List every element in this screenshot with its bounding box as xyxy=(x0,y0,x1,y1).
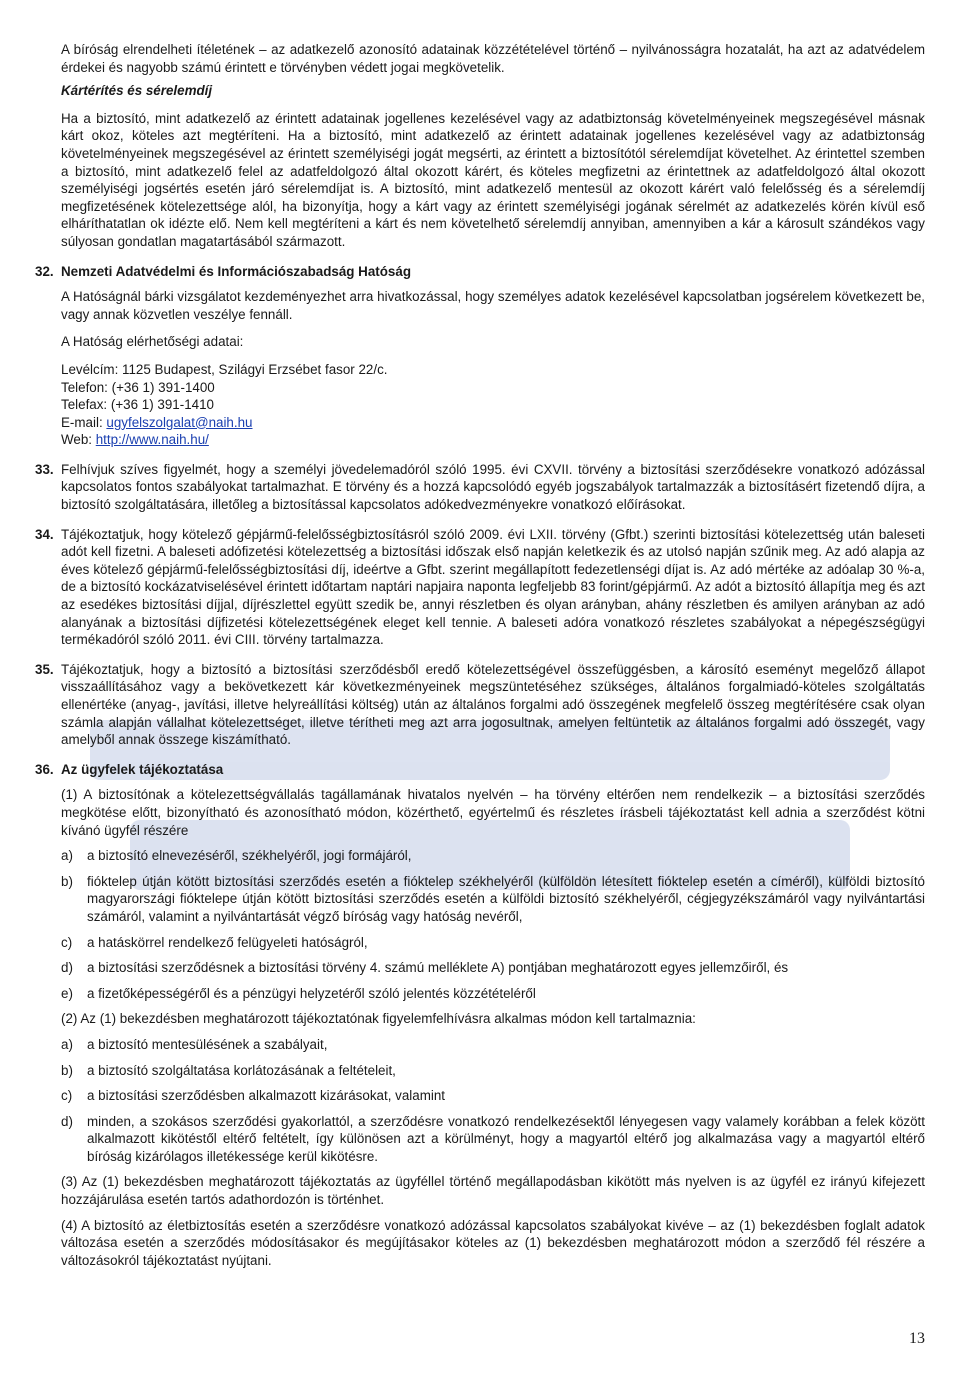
section-33-text: Felhívjuk szíves figyelmét, hogy a személyi jövedelemadóról szóló 1995. évi CXVII. törvény a biztosítási szerződésekre vonatkozó adózással kapcsolatos fontos szabályokat tartalmazhat. E törvény és a hozzá kapcsolódó egyéb jogszabályok tartalmazzák a biztosításért fizetendő díjra, a biztosító szolgáltatására, illetőleg a biztosítással kapcsolatos adókedvezményekre vonatkozó előírásokat. xyxy=(61,461,925,513)
section-34 xyxy=(35,526,925,649)
list-item: d) minden, a szokásos szerződési gyakorlattól, a szerződésre vonatkozó rendelkezésektől lényegesen vagy valamely korábban a felek között alkalmazott kikötéstől eltérő feltételt, így különösen azt a körülményt, hogy a magyartól eltérő jog alkalmazása vagy a magyartól eltérő bíróság kizárólagos illetékessége kerül kikötésre. xyxy=(61,1113,925,1164)
damages-heading: Kártérítés és sérelemdíj xyxy=(61,83,213,99)
section-32-number: 32. xyxy=(35,263,54,279)
intro-paragraph: A bíróság elrendelheti ítéletének – az adatkezelő azonosító adatainak közzétételével történő – nyilvánosságra hozatalát, ha azt az adatvédelem érdekei és nagyobb számú érintett e törvényben védett jogai megkövetelik. xyxy=(61,42,925,75)
contact-fax: Telefax: (+36 1) 391-1410 xyxy=(61,397,214,413)
list-1 xyxy=(61,847,925,1002)
section-32-heading: Nemzeti Adatvédelmi és Információszabadság Hatóság xyxy=(61,263,412,279)
email-label: E-mail: xyxy=(61,414,107,430)
list-item: c) a hatáskörrel rendelkező felügyeleti hatóságról, xyxy=(61,934,368,950)
section-36-p2: (2) Az (1) bekezdésben meghatározott tájékoztatónak figyelemfelhívásra alkalmas módon kell tartalmaznia: xyxy=(61,1011,696,1027)
section-36-p1: (1) A biztosítónak a kötelezettségvállalás tagállamának hivatalos nyelvén – ha törvény eltérően nem rendelkezik – a biztosítási szerződés megkötése előtt, bizonyítható és azonosítható módon, közérthető, egyértelmű és részletes írásbeli tájékoztatást kell adnia a szerződést kötni kívánó ügyfél részére xyxy=(61,787,925,838)
section-32 xyxy=(35,263,925,449)
section-34-number: 34. xyxy=(35,526,54,542)
section-36-number: 36. xyxy=(35,761,54,777)
section-32-paragraph: A Hatóságnál bárki vizsgálatot kezdeményezhet arra hivatkozással, hogy személyes adatok kezelésével kapcsolatban jogsérelem következett be, vagy annak közvetlen veszélye fennáll. xyxy=(61,289,925,322)
list-item: b) a biztosító szolgáltatása korlátozásának a feltételeit, xyxy=(61,1062,396,1078)
section-35-text: Tájékoztatjuk, hogy a biztosító a biztosítási szerződésből eredő kötelezettségével összefüggésben, a károsító eseményt megelőző állapot visszaállításához vagy a bekövetkezett kár következményeinek megszüntetéséhez szükséges, általános forgalmiadó-köteles szolgáltatás ellenértéke (anyag-, javítási, illetve helyreállítási költség) után az általános forgalmi adó összegének megfelelő összeg megtérítésére csak olyan számla alapján vállalhat kötelezettséget, illetve térítheti meg azt arra jogosultnak, amelyen feltüntetik az általános forgalmi adó összegét, vagy amelyből annak összege kiszámítható. xyxy=(61,661,925,748)
list-item: a) a biztosító elnevezéséről, székhelyéről, jogi formájáról, xyxy=(61,848,412,864)
contact-title: A Hatóság elérhetőségi adatai: xyxy=(61,334,244,350)
list-item: d) a biztosítási szerződésnek a biztosítási törvény 4. számú melléklete A) pontjában meghatározott egyes jellemzőiről, és xyxy=(61,960,789,976)
contact-address: Levélcím: 1125 Budapest, Szilágyi Erzsébet fasor 22/c. xyxy=(61,361,388,377)
section-36-heading: Az ügyfelek tájékoztatása xyxy=(61,761,224,777)
web-label: Web: xyxy=(61,432,96,448)
page-number: 13 xyxy=(909,1330,925,1347)
section-36-p3: (3) Az (1) bekezdésben meghatározott tájékoztatás az ügyféllel történő megállapodásban kikötött más nyelven is az ügyfél ez irányú kifejezett hozzájárulása esetén tartós adathordozón is történhet. xyxy=(61,1174,925,1208)
damages-paragraph: Ha a biztosító, mint adatkezelő az érintett adatainak jogellenes kezelésével vagy az adatbiztonság követelményeinek megszegésével másnak kárt okoz, köteles azt megtéríteni. Ha a biztosító, mint adatkezelő az érintett adatainak jogellenes kezelésével vagy az adatbiztonság követelményeinek megszegésével az érintett személyiségi jogát megsérti, az érintett a biztosítótól sérelemdíjat követelhet. Az érintettel szemben a biztosító, mint adatkezelő felel az adatfeldolgozó által okozott kárért, és köteles megfizetni az érintettnek az adatfeldolgozó által okozott személyiségi jogsértés esetén járó sérelemdíjat is. A biztosító, mint adatkezelő mentesül az okozott kárért való felelősség és a sérelemdíj megfizetésének kötelezettsége alól, ha bizonyítja, hogy a kárt vagy az érintett személyiségi jogának sérelmét az adatkezelés körén kívül eső elháríthatatlan ok idézte elő. Nem kell megtéríteni a kárt és nem követelhető sérelemdíj annyiban, amennyiben a kár a károsult szándékos vagy súlyosan gondatlan magatartásából származott. xyxy=(61,110,925,249)
section-35-number: 35. xyxy=(35,661,54,677)
contact-web-row xyxy=(61,431,925,449)
section-33-number: 33. xyxy=(35,461,54,477)
web-link[interactable]: http://www.naih.hu/ xyxy=(95,432,209,448)
section-33 xyxy=(35,461,925,514)
list-2 xyxy=(61,1036,925,1166)
section-36 xyxy=(35,761,925,1270)
section-35 xyxy=(35,661,925,749)
list-item: b) fióktelep útján kötött biztosítási szerződés esetén a fióktelep székhelyéről (külföldön létesített fióktelep esetén a címéről), külföldi biztosító magyarországi fióktelepe útján kötött biztosítási szerződés esetén a külföldi biztosító székhelyéről, cégjegyzékszámáról vagy nyilvántartási számáról, valamint a nyilvántartását végző bíróság vagy hatóság nevéről, xyxy=(61,873,925,924)
section-34-text: Tájékoztatjuk, hogy kötelező gépjármű-felelősségbiztosításról szóló 2009. évi LXII. törvény (Gfbt.) szerinti biztosítási kötelezettség után baleseti adót kell fizetni. A baleseti adófizetési kötelezettség a biztosítási időszak első napján keletkezik és az utolsó napján szűnik meg. Az adó alapja az éves kötelező gépjármű-felelősségbiztosítási díj, ideértve a Gfbt. szerint megállapított fedezetlenségi díjat is. Az adó mértéke az adóalap 30 %-a, de a biztosító kockázatviselésével érintett időtartam naptári napjaira naponta legfeljebb 83 forint/gépjármű. Az adót a biztosító állapítja meg és azt az esedékes biztosítási díjjal, díjrészlettel együtt szedik be, annyi részletben és olyan arányban, ahány részletben és amilyen arányban az adó alanyának a biztosítási díjfizetési kötelezettségének eleget kell tennie. A baleseti adóra vonatkozó részletes szabályokat a népegészségügyi termékadóról szóló 2011. évi CIII. törvény tartalmazza. xyxy=(61,526,925,648)
contact-phone: Telefon: (+36 1) 391-1400 xyxy=(61,379,215,395)
authority-contact xyxy=(61,333,925,449)
section-36-p4: (4) A biztosító az életbiztosítás esetén a szerződésre vonatkozó adózással kapcsolatos szabályokat kivéve – az (1) bekezdésben foglalt adatok változása esetén a szerződés módosításakor és megújításakor köteles az (1) bekezdésben meghatározott módon a szerződő fél részére a változásokról tájékoztatást nyújtani. xyxy=(61,1217,925,1268)
list-item: a) a biztosító mentesülésének a szabályait, xyxy=(61,1036,328,1052)
contact-email-row xyxy=(61,414,925,432)
list-item: e) a fizetőképességéről és a pénzügyi helyzetéről szóló jelentés közzétételéről xyxy=(61,985,536,1001)
list-item: c) a biztosítási szerződésben alkalmazott kizárásokat, valamint xyxy=(61,1088,445,1104)
email-link[interactable]: ugyfelszolgalat@naih.hu xyxy=(106,414,253,430)
document-page xyxy=(35,41,925,1281)
